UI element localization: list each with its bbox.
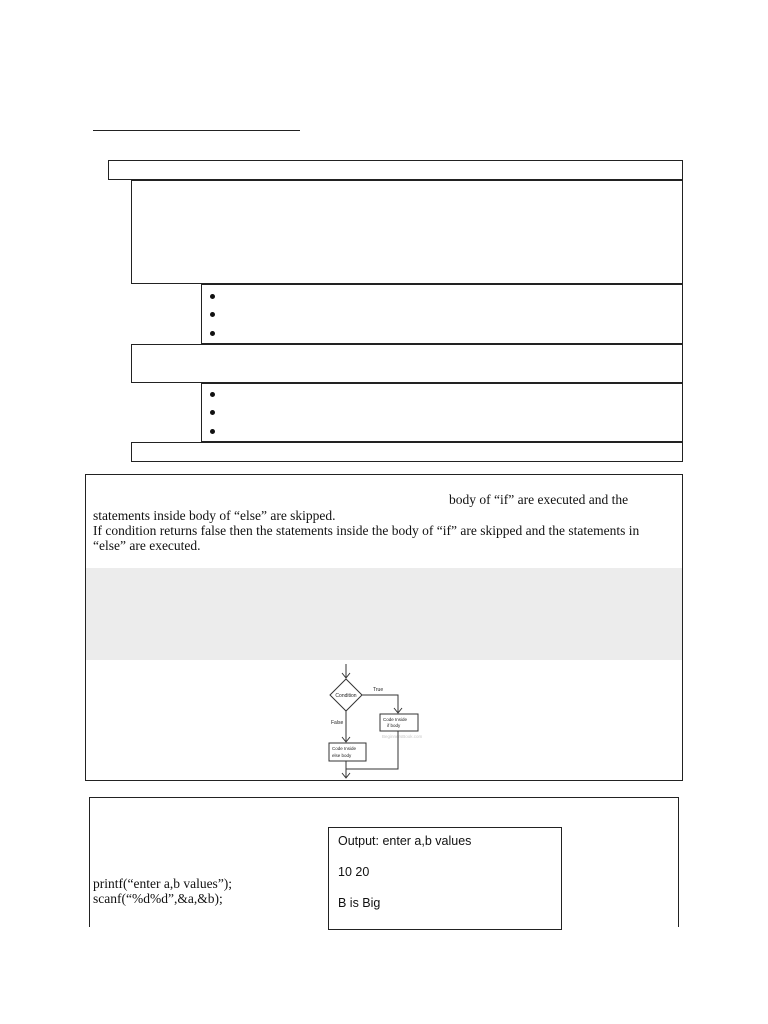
bullet-item	[210, 307, 220, 321]
else-body-label-line2: else body	[332, 753, 352, 758]
if-else-flowchart	[318, 662, 430, 780]
output-line-3: B is Big	[338, 896, 381, 910]
bullet-item	[210, 326, 220, 340]
if-body-label-line1: Code Inside	[383, 717, 408, 722]
bullet-box-1	[201, 284, 683, 344]
outline-row-top	[108, 160, 683, 180]
bullet-item	[210, 387, 220, 401]
paragraph-line-1-tail: body of “if” are executed and the	[449, 492, 629, 507]
bullet-item	[210, 424, 220, 438]
output-line-1: Output: enter a,b values	[338, 834, 472, 848]
watermark-text: BeginnersBook.com	[382, 734, 423, 739]
bullet-item	[210, 289, 220, 303]
outline-row-bottom	[131, 442, 683, 462]
bullet-item	[210, 405, 220, 419]
syntax-shaded-block	[86, 568, 682, 660]
output-box	[328, 827, 562, 930]
false-label: False	[331, 720, 344, 726]
else-body-label-line1: Code Inside	[332, 746, 357, 751]
heading-underline	[93, 130, 300, 131]
outline-block-large	[131, 180, 683, 284]
if-body-label-line2: if body	[387, 723, 401, 728]
paragraph-line-2: statements inside body of “else” are skipped.	[93, 508, 336, 523]
paragraph-line-3: If condition returns false then the statements inside the body of “if” are skipped and the statements in	[93, 523, 640, 538]
code-line-scanf: scanf(“%d%d”,&a,&b);	[93, 891, 223, 906]
code-line-printf: printf(“enter a,b values”);	[93, 876, 233, 891]
true-label: True	[373, 687, 384, 693]
bullet-box-2	[201, 383, 683, 442]
if-else-box	[85, 474, 683, 781]
flow-true-line	[362, 695, 398, 712]
paragraph-line-4: “else” are executed.	[93, 538, 201, 553]
outline-block-middle	[131, 344, 683, 383]
output-line-2: 10 20	[338, 865, 370, 879]
condition-label: Condition	[335, 693, 357, 699]
